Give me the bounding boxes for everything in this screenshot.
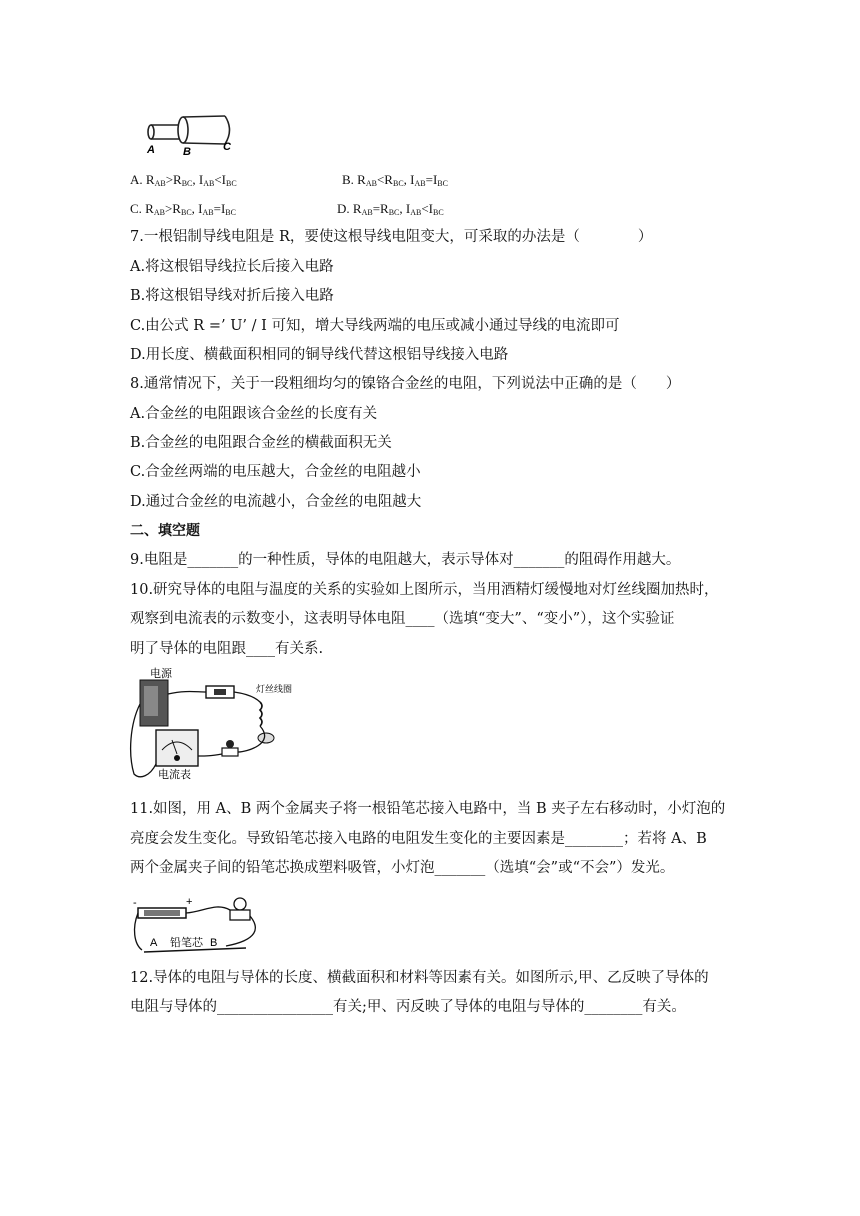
q12-line-1: 12.导体的电阻与导体的长度、横截面积和材料等因素有关。如图所示,甲、乙反映了导体的	[130, 970, 709, 986]
section-title: 二、填空题	[130, 523, 200, 539]
label-a: A	[147, 144, 155, 156]
q12-line-2: 电阻与导体的________________有关;甲、丙反映了导体的电阻与导体的________有关。	[130, 999, 686, 1015]
label-c: C	[223, 141, 231, 153]
q8-option-d: D.通过合金丝的电流越小，合金丝的电阻越大	[130, 494, 422, 510]
q7-option-c: C.由公式 R =’ U’ / I 可知，增大导线两端的电压或减小通过导线的电流即可	[130, 318, 620, 334]
label-b: B	[183, 146, 191, 158]
pencil-lead-circuit-figure	[128, 888, 266, 958]
label-b: B	[210, 937, 218, 949]
q11-line-2: 亮度会发生变化。导致铅笔芯接入电路的电阻发生变化的主要因素是________；若将 A、B	[130, 831, 707, 847]
q8-option-a: A.合金丝的电阻跟该合金丝的长度有关	[130, 406, 378, 422]
q7-stem: 7.一根铝制导线电阻是 R，要使这根导线电阻变大，可采取的办法是（ ）	[130, 229, 653, 245]
q10-line-2: 观察到电流表的示数变小，这表明导体电阻____（选填“变大”、“变小”），这个实验证	[130, 611, 675, 627]
q11-line-3: 两个金属夹子间的铅笔芯换成塑料吸管，小灯泡_______（选填“会”或“不会”）发光。	[130, 860, 675, 876]
q6-option-d: D. $R_{AB}=R_{BC}$, $I_{AB}<I_{BC}$	[337, 201, 444, 217]
q7-option-b: B.将这根铝导线对折后接入电路	[130, 288, 334, 304]
q6-option-c: C. $R_{AB}>R_{BC}$, $I_{AB}=I_{BC}$	[130, 201, 236, 217]
q6-option-a: A. $R_{AB}>R_{BC}$, $I_{AB}<I_{BC}$	[130, 172, 237, 188]
label-pencil-lead: 铅笔芯	[170, 937, 203, 949]
label-ammeter: 电流表	[158, 769, 191, 781]
label-a: A	[150, 937, 158, 949]
temperature-circuit-figure	[126, 664, 306, 782]
label-power: 电源	[150, 668, 172, 680]
battery-plus: +	[186, 896, 193, 908]
q8-option-b: B.合金丝的电阻跟合金丝的横截面积无关	[130, 435, 392, 451]
q10-line-3: 明了导体的电阻跟____有关系.	[130, 641, 324, 657]
label-coil: 灯丝线圈	[256, 684, 293, 694]
q8-option-c: C.合金丝两端的电压越大，合金丝的电阻越小	[130, 464, 421, 480]
q11-line-1: 11.如图，用 A、B 两个金属夹子将一根铅笔芯接入电路中，当 B 夹子左右移动时，小灯泡的	[130, 801, 726, 817]
battery-minus: -	[133, 897, 137, 909]
q6-option-b: B. $R_{AB}<R_{BC}$, $I_{AB}=I_{BC}$	[342, 172, 448, 188]
q9: 9.电阻是_______的一种性质，导体的电阻越大，表示导体对_______的阻碍作用越大。	[130, 552, 681, 568]
q7-option-d: D.用长度、横截面积相同的铜导线代替这根铝导线接入电路	[130, 347, 509, 363]
conductor-figure	[140, 108, 240, 158]
q7-option-a: A.将这根铝导线拉长后接入电路	[130, 259, 334, 275]
q8-stem: 8.通常情况下，关于一段粗细均匀的镍铬合金丝的电阻，下列说法中正确的是（ ）	[130, 376, 681, 392]
q10-line-1: 10.研究导体的电阻与温度的关系的实验如上图所示，当用酒精灯缓慢地对灯丝线圈加热时，	[130, 582, 719, 598]
